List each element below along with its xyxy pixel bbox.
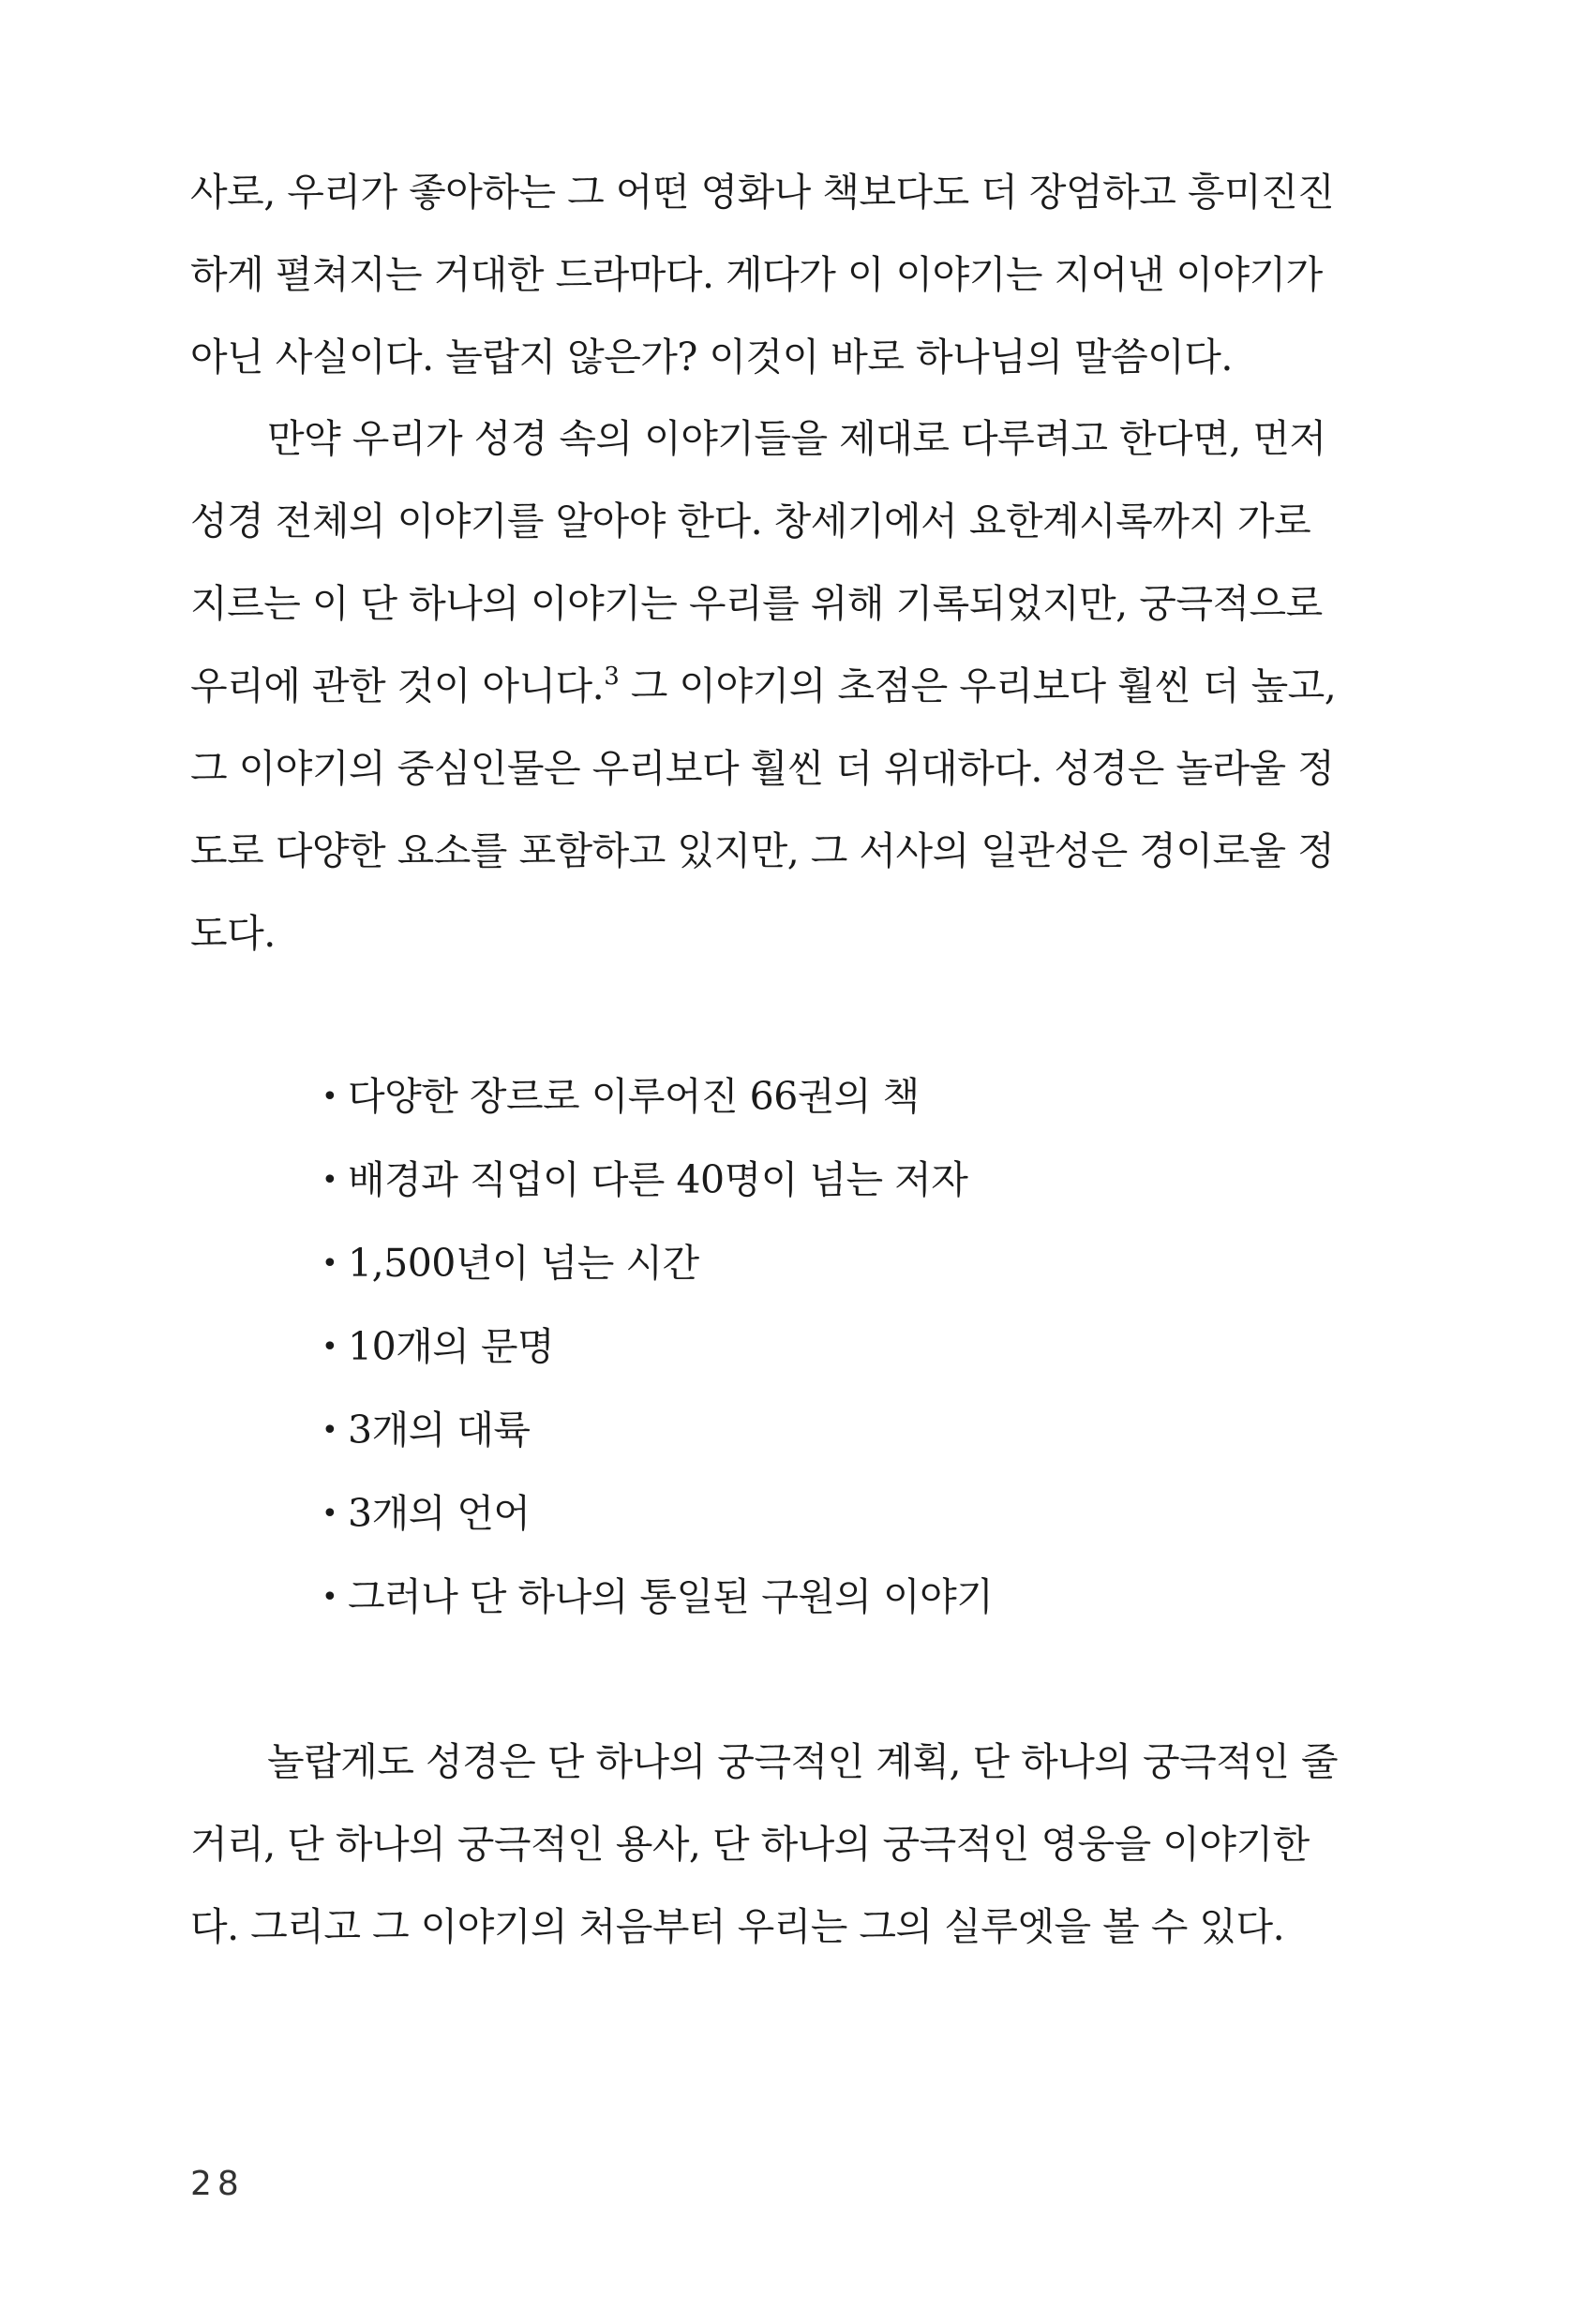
bullet-item xyxy=(322,1491,531,1536)
paragraph-2-line-4-start: 우리에 관한 것이 아니다. xyxy=(190,663,605,708)
bullet-item xyxy=(322,1241,699,1286)
bullet-text: 그러나 단 하나의 통일된 구원의 이야기 xyxy=(348,1574,994,1619)
bullet-icon: • xyxy=(322,1414,338,1447)
bullet-icon: • xyxy=(322,1247,338,1280)
bullet-icon: • xyxy=(322,1080,338,1113)
paragraph-2-line-1: 만약 우리가 성경 속의 이야기들을 제대로 다루려고 한다면, 먼저 xyxy=(267,416,1326,461)
paragraph-1-line-3: 아닌 사실이다. 놀랍지 않은가? 이것이 바로 하나님의 말씀이다. xyxy=(190,335,1233,380)
bullet-text: 3개의 언어 xyxy=(348,1491,531,1536)
bullet-text: 배경과 직업이 다른 40명이 넘는 저자 xyxy=(348,1157,968,1202)
paragraph-2-line-6: 도로 다양한 요소를 포함하고 있지만, 그 서사의 일관성은 경이로울 정 xyxy=(190,828,1335,873)
paragraph-2-line-4-end: 그 이야기의 초점은 우리보다 훨씬 더 높고, xyxy=(619,663,1337,708)
paragraph-2-line-4 xyxy=(190,663,1337,708)
bullet-text: 1,500년이 넘는 시간 xyxy=(348,1241,699,1286)
paragraph-3-line-2: 거리, 단 하나의 궁극적인 용사, 단 하나의 궁극적인 영웅을 이야기한 xyxy=(190,1822,1310,1867)
bullet-item xyxy=(322,1074,920,1119)
bullet-icon: • xyxy=(322,1581,338,1614)
paragraph-3-line-1: 놀랍게도 성경은 단 하나의 궁극적인 계획, 단 하나의 궁극적인 줄 xyxy=(267,1739,1339,1784)
paragraph-2-line-2: 성경 전체의 이야기를 알아야 한다. 창세기에서 요한계시록까지 가로 xyxy=(190,499,1311,544)
page-number: 28 xyxy=(190,2165,245,2203)
bullet-item xyxy=(322,1324,555,1369)
paragraph-2-line-3: 지르는 이 단 하나의 이야기는 우리를 위해 기록되었지만, 궁극적으로 xyxy=(190,581,1323,626)
footnote-reference: 3 xyxy=(604,663,620,691)
bullet-text: 3개의 대륙 xyxy=(348,1408,531,1452)
bullet-text: 다양한 장르로 이루어진 66권의 책 xyxy=(348,1074,920,1119)
bullet-icon: • xyxy=(322,1497,338,1530)
bullet-item xyxy=(322,1574,994,1619)
bullet-icon: • xyxy=(322,1331,338,1363)
paragraph-2-line-5: 그 이야기의 중심인물은 우리보다 훨씬 더 위대하다. 성경은 놀라울 정 xyxy=(190,746,1335,791)
bullet-icon: • xyxy=(322,1164,338,1197)
paragraph-3-line-3: 다. 그리고 그 이야기의 처음부터 우리는 그의 실루엣을 볼 수 있다. xyxy=(190,1904,1285,1949)
paragraph-2-line-7: 도다. xyxy=(190,911,276,956)
paragraph-1-line-2: 하게 펼쳐지는 거대한 드라마다. 게다가 이 이야기는 지어낸 이야기가 xyxy=(190,252,1323,297)
bullet-item xyxy=(322,1408,531,1452)
bullet-text: 10개의 문명 xyxy=(348,1324,555,1369)
paragraph-1-line-1: 사로, 우리가 좋아하는 그 어떤 영화나 책보다도 더 장엄하고 흥미진진 xyxy=(190,170,1335,215)
bullet-item xyxy=(322,1157,968,1202)
